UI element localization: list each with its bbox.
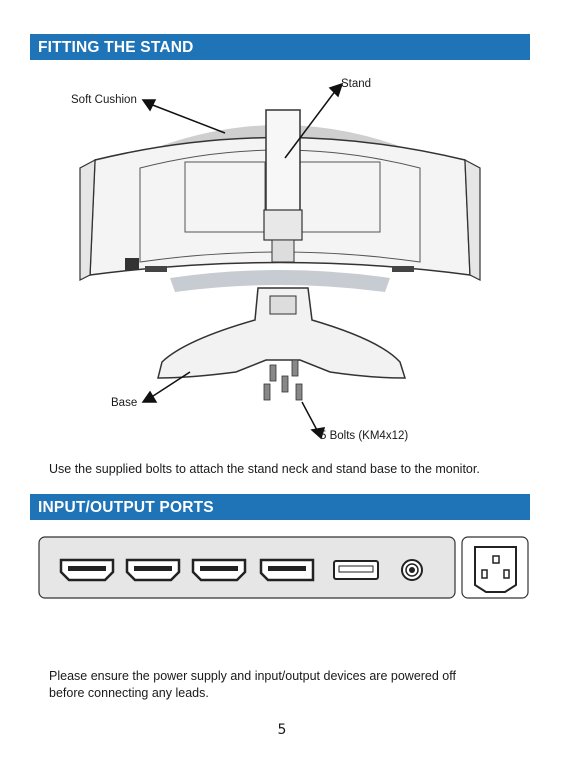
- power-off-note: [49, 668, 456, 702]
- base-label: Base: [111, 397, 138, 409]
- bolts-label: 5 Bolts (KM4x12): [320, 430, 409, 442]
- stand-label: Stand: [341, 78, 372, 90]
- stand-instruction: Use the supplied bolts to attach the stand neck and stand base to the monitor.: [49, 462, 480, 476]
- usb-port-icon: [334, 561, 378, 579]
- page-number: 5: [277, 722, 287, 738]
- note-line-1: Please ensure the power supply and input/output devices are powered off: [49, 669, 456, 683]
- section-title-io-ports: INPUT/OUTPUT PORTS: [30, 494, 530, 520]
- section-title-fitting-stand: FITTING THE STAND: [30, 34, 530, 60]
- power-socket-icon: [475, 547, 516, 592]
- soft-cushion-label: Soft Cushion: [71, 94, 137, 106]
- note-line-2: before connecting any leads.: [49, 686, 209, 700]
